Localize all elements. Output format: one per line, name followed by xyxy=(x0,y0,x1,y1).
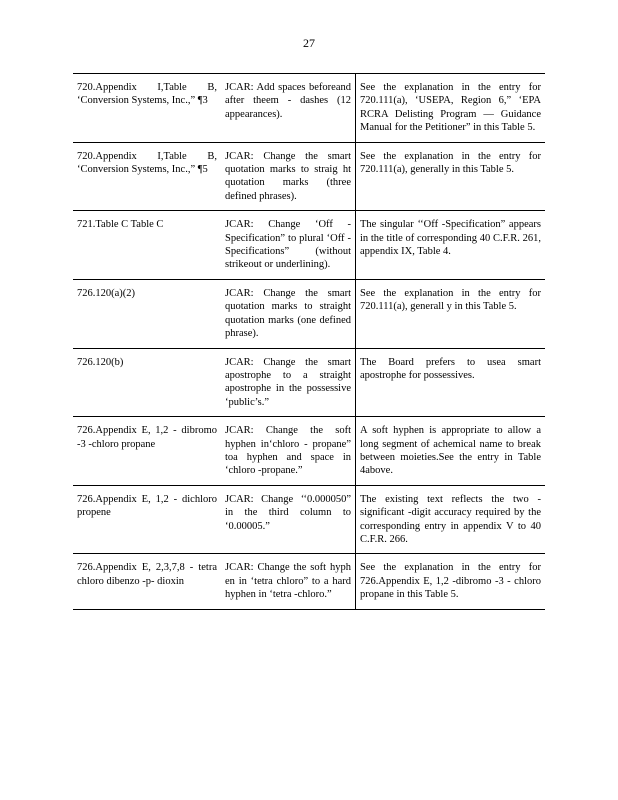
table-row xyxy=(73,417,545,486)
note-cell: See the explanation in the entry for 720.111(a), generally in this Table 5. xyxy=(356,142,546,211)
note-cell: See the explanation in the entry for 726.Appendix E, 1,2 -dibromo -3 - chloro propane in this Table 5. xyxy=(356,554,546,609)
page-number: 27 xyxy=(303,36,315,50)
change-cell: JCAR: Add spaces beforeand after theem - dashes (12 appearances). xyxy=(221,74,356,143)
change-cell: JCAR: Change ‘Off - Specification” to plural ‘Off -Specifications” (without strikeout or underlining). xyxy=(221,211,356,280)
change-cell: JCAR: Change the smart apostrophe to a straight apostrophe in the possessive ‘public’s.” xyxy=(221,348,356,417)
section-cell: 726.120(a)(2) xyxy=(73,279,221,348)
note-cell: The Board prefers to usea smart apostrophe for possessives. xyxy=(356,348,546,417)
note-cell: The existing text reflects the two - significant -digit accuracy required by the corresponding entry in appendix V to 40 C.F.R. 266. xyxy=(356,485,546,554)
note-cell: The singular ‘‘Off -Specification” appears in the title of corresponding 40 C.F.R. 261, appendix IX, Table 4. xyxy=(356,211,546,280)
table-row xyxy=(73,211,545,280)
table-row xyxy=(73,74,545,143)
section-cell: 726.Appendix E, 1,2 - dichloro propene xyxy=(73,485,221,554)
change-cell: JCAR: Change the soft hyphen in‘chloro - propane” toa hyphen and space in ‘chloro -propane.” xyxy=(221,417,356,486)
table-row xyxy=(73,279,545,348)
table-row xyxy=(73,485,545,554)
change-cell: JCAR: Change the smart quotation marks to straig ht quotation marks (three defined phrases). xyxy=(221,142,356,211)
section-cell: 726.120(b) xyxy=(73,348,221,417)
change-cell: JCAR: Change ‘‘0.000050” in the third column to ‘0.00005.” xyxy=(221,485,356,554)
section-cell: 720.Appendix I,Table B, ‘Conversion Systems, Inc.,” ¶5 xyxy=(73,142,221,211)
change-cell: JCAR: Change the soft hyph en in ‘tetra chloro” to a hard hyphen in ‘tetra -chloro.” xyxy=(221,554,356,609)
note-cell: See the explanation in the entry for 720.111(a), generall y in this Table 5. xyxy=(356,279,546,348)
section-cell: 721.Table C Table C xyxy=(73,211,221,280)
note-cell: See the explanation in the entry for 720.111(a), ‘USEPA, Region 6,” ‘EPA RCRA Delisting Program — Guidance Manual for the Petitioner” in this Table 5. xyxy=(356,74,546,143)
section-cell: 726.Appendix E, 2,3,7,8 - tetra chloro dibenzo -p- dioxin xyxy=(73,554,221,609)
section-cell: 726.Appendix E, 1,2 - dibromo -3 -chloro propane xyxy=(73,417,221,486)
amendments-table xyxy=(73,73,545,610)
table-row xyxy=(73,554,545,609)
table-row xyxy=(73,348,545,417)
section-cell: 720.Appendix I,Table B, ‘Conversion Systems, Inc.,” ¶3 xyxy=(73,74,221,143)
table-row xyxy=(73,142,545,211)
change-cell: JCAR: Change the smart quotation marks to straight quotation marks (one defined phrase). xyxy=(221,279,356,348)
note-cell: A soft hyphen is appropriate to allow a long segment of achemical name to break between moieties.See the entry in Table 4above. xyxy=(356,417,546,486)
